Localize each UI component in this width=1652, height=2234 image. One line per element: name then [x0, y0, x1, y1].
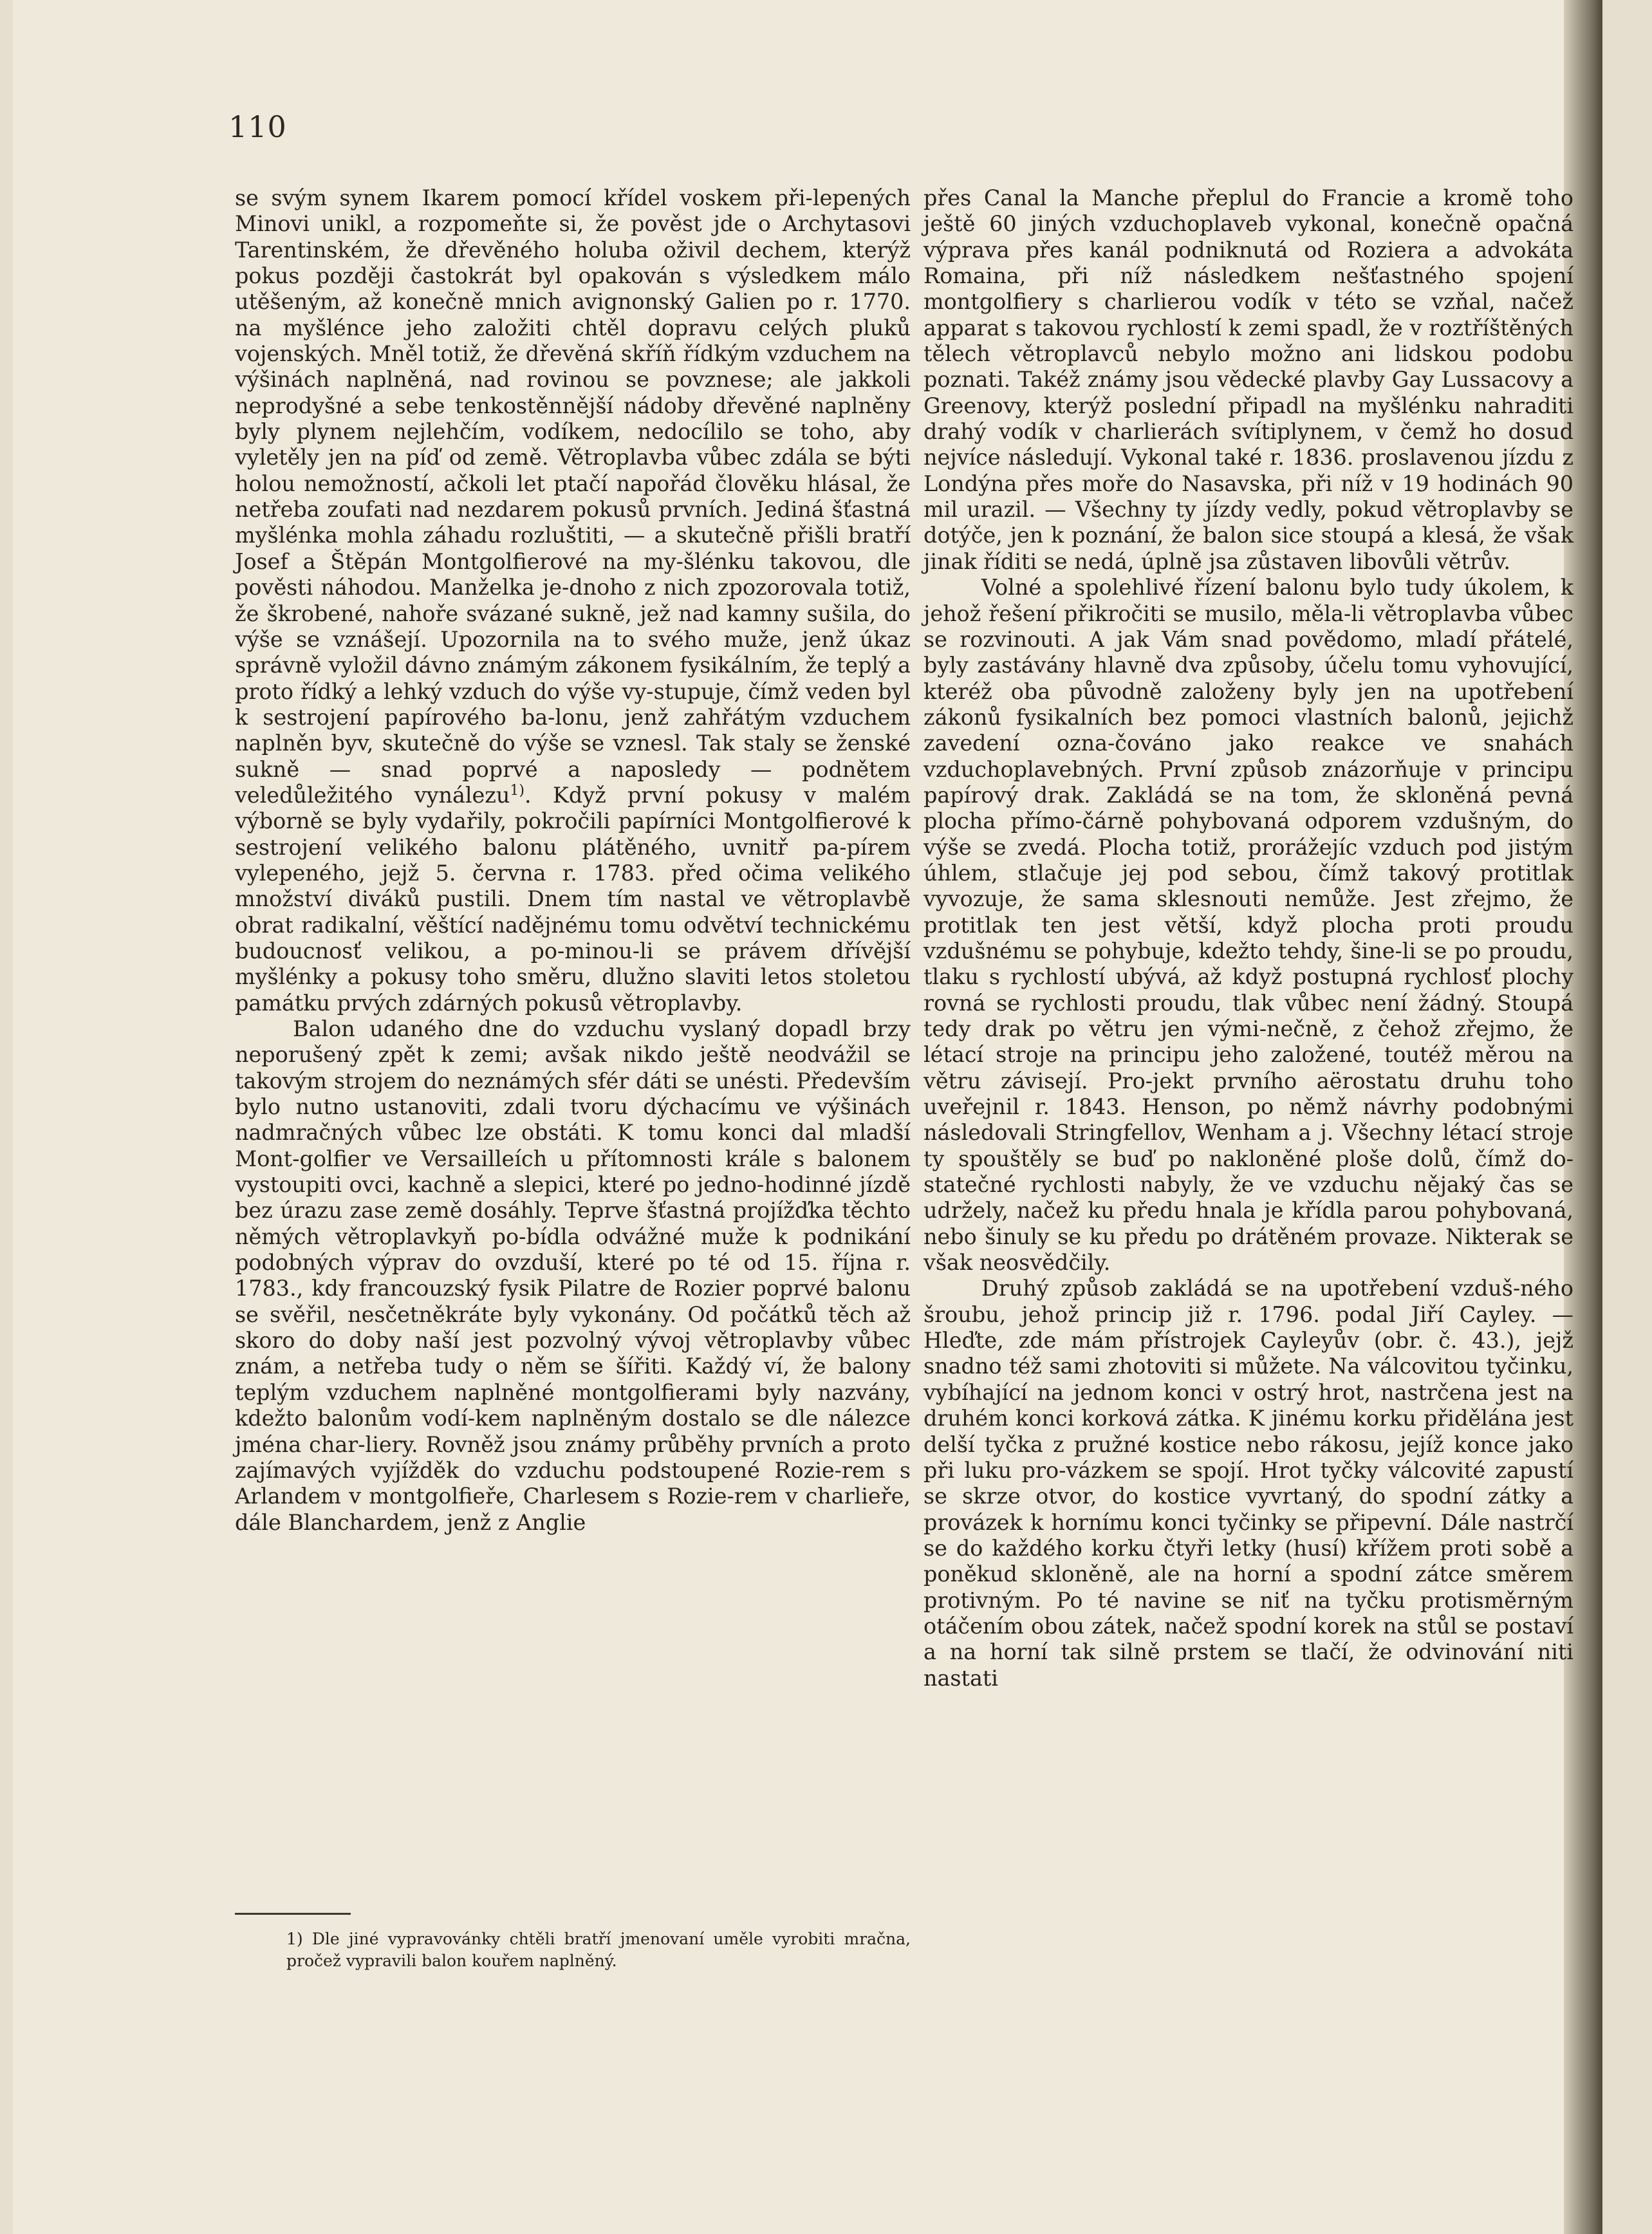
paragraph-text: se svým synem Ikarem pomocí křídel voskem při-lepených Minovi unikl, a rozpomeňte si, že pověst jde o Archytasovi Tarentinském, že dřevěného holuba oživil dechem, kterýž pokus později častokrát byl opakován s výsledkem málo utěšeným, až konečně mnich avignonský Galien po r. 1770. na myšlénce jeho založiti chtěl dopravu celých pluků vojenských. Mněl totiž, že dřevěná skříň řídkým vzduchem na výšinách naplněná, nad rovinou se povznese; ale jakkoli neprodyšné a sebe tenkostěnnější nádoby dřevěné naplněny byly plynem nejlehčím, vodíkem, nedocílilo se toho, aby vyletěly jen na píď od země. Větroplavba vůbec zdála se býti holou nemožností, ačkoli let ptačí napořád člověku hlásal, že netřeba zoufati nad nezdarem pokusů prvních. Jediná šťastná myšlénka mohla záhadu rozluštiti, — a skutečně přišli bratří Josef a Štěpán Montgolfierové na my-šlénku takovou, dle pověsti náhodou. Manželka je-dnoho z nich zpozorovala totiž, že škrobené, nahoře svázané sukně, jež nad kamny sušila, do výše se vznášejí. Upozornila na to svého muže, jenž úkaz správně vyložil dávno známým zákonem fysikálním, že teplý a proto řídký a lehký vzduch do výše vy-stupuje, čímž veden byl k sestrojení papírového ba-lonu, jenž zahřátým vzduchem naplněn byv, skutečně do výše se vznesl. Tak staly se ženské sukně — snad poprvé a naposledy — podnětem veledůležitého vynálezu [235, 185, 911, 808]
left-text-column [235, 185, 911, 1536]
paragraph: se svým synem Ikarem pomocí křídel voskem při-lepených Minovi unikl, a rozpomeňte si, že pověst jde o Archytasovi Tarentinském, že dřevěného holuba oživil dechem, kterýž pokus později častokrát byl opakován s výsledkem málo utěšeným, až konečně mnich avignonský Galien po r. 1770. na myšlénce jeho založiti chtěl dopravu celých pluků vojenských. Mněl totiž, že dřevěná skříň řídkým vzduchem na výšinách naplněná, nad rovinou se povznese; ale jakkoli neprodyšné a sebe tenkostěnnější nádoby dřevěné naplněny byly plynem nejlehčím, vodíkem, nedocílilo se toho, aby vyletěly jen na píď od země. Větroplavba vůbec zdála se býti holou nemožností, ačkoli let ptačí napořád člověku hlásal, že netřeba zoufati nad nezdarem pokusů prvních. Jediná šťastná myšlénka mohla záhadu rozluštiti, — a skutečně přišli bratří Josef a Štěpán Montgolfierové na my-šlénku takovou, dle pověsti náhodou. Manželka je-dnoho z nich zpozorovala totiž, že škrobené, nahoře svázané sukně, jež nad kamny sušila, do výše se vznášejí. Upozornila na to svého muže, jenž úkaz správně vyložil dávno známým zákonem fysikálním, že teplý a proto řídký a lehký vzduch do výše vy-stupuje, čímž veden byl k sestrojení papírového ba-lonu, jenž zahřátým vzduchem naplněn byv, skutečně do výše se vznesl. Tak staly se ženské sukně — snad poprvé a naposledy — podnětem veledůležitého vynálezu$^{1)}$. Když první pokusy v malém výborně se byly vydařily, pokročili papírníci Montgolfierové k sestrojení velikého balonu plátěného, uvnitř pa-pírem vylepeného, jejž 5. června r. 1783. před očima velikého množství diváků pustili. Dnem tím nastal ve větroplavbě obrat radikalní, věštící nadějnému tomu odvětví technickému budoucnosť velikou, a po-minou-li se právem dřívější myšlénky a pokusy toho směru, dlužno slaviti letos stoletou památku prvých zdárných pokusů větroplavby. [235, 185, 911, 1016]
footnote-text: Dle jiné vypravovánky chtěli bratří jmenovaní uměle vyrobiti mračna, pročež vypravili balon kouřem naplněný. [286, 1930, 911, 1970]
paragraph-text: Když první pokusy v malém výborně se byly vydařily, pokročili papírníci Montgolfierové k sestrojení velikého balonu plátěného, uvnitř pa-pírem vylepeného, jejž 5. června r. 1783. před očima velikého množství diváků pustili. Dnem tím nastal ve větroplavbě obrat radikalní, věštící nadějnému tomu odvětví technickému budoucnosť velikou, a po-minou-li se právem dřívější myšlénky a pokusy toho směru, dlužno slaviti letos stoletou památku prvých zdárných pokusů větroplavby. [235, 782, 911, 1016]
paragraph: Balon udaného dne do vzduchu vyslaný dopadl brzy neporušený zpět k zemi; avšak nikdo ještě neodvážil se takovým strojem do neznámých sfér dáti se unésti. Především bylo nutno ustanoviti, zdali tvoru dýchacímu ve výšinách nadmračných vůbec lze obstáti. K tomu konci dal mladší Mont-golfier ve Versailleích u přítomnosti krále s balonem vystoupiti ovci, kachně a slepici, které po jedno-hodinné jízdě bez úrazu zase země dosáhly. Teprve šťastná projížďka těchto němých větroplavkyň po-bídla odvážné muže k podnikání podobných výprav do ovzduší, které po té od 15. října r. 1783., kdy francouzský fysik Pilatre de Rozier poprvé balonu se svěřil, nesčetněkráte byly vykonány. Od počátků těch až skoro do doby naší jest pozvolný vývoj větroplavby vůbec znám, a netřeba tudy o něm se šířiti. Každý ví, že balony teplým vzduchem naplněné montgolfierami byly nazvány, kdežto balonům vodí-kem naplněným dostalo se dle nálezce jména char-liery. Rovněž jsou známy průběhy prvních a proto zajímavých vyjížděk do vzduchu podstoupené Rozie-rem s Arlandem v montgolfieře, Charlesem s Rozie-rem v charlieře, dále Blanchardem, jenž z Anglie [235, 1016, 911, 1535]
paragraph: přes Canal la Manche přeplul do Francie a kromě toho ještě 60 jiných vzduchoplaveb vykonal, konečně opačná výprava přes kanál podniknutá od Roziera a advokáta Romaina, při níž následkem nešťastného spojení montgolfiery s charlierou vodík v této se vzňal, načež apparat s takovou rychlostí k zemi spadl, že v roztříštěných tělech větroplavců nebylo možno ani lidskou podobu poznati. Takéž známy jsou vědecké plavby Gay Lussacovy a Greenovy, kterýž poslední připadl na myšlénku nahraditi drahý vodík v charlierách svítiplynem, v čemž ho dosud nejvíce následují. Vykonal také r. 1836. proslavenou jízdu z Londýna přes moře do Nasavska, při níž v 19 hodinách 90 mil urazil. — Všechny ty jízdy vedly, pokud větroplavby se dotýče, jen k poznání, že balon sice stoupá a klesá, že však jinak říditi se nedá, úplně jsa zůstaven libovůli větrův. [923, 185, 1573, 574]
footnote-divider [235, 1913, 351, 1915]
paragraph: Volné a spolehlivé řízení balonu bylo tudy úkolem, k jehož řešení přikročiti se musilo, měla-li větroplavba vůbec se rozvinouti. A jak Vám snad povědomo, mladí přátelé, byly zastávány hlavně dva způsoby, účelu tomu vyhovující, kteréž oba původně založeny byly jen na upotřebení zákonů fysikalních bez pomoci vlastních balonů, jejichž zavedení ozna-čováno jako reakce ve snahách vzduchoplavebných. První způsob znázorňuje v principu papírový drak. Zakládá se na tom, že skloněná pevná plocha přímo-čárně pohybovaná odporem vzdušným, do výše se zvedá. Plocha totiž, prorážejíc vzduch pod jistým úhlem, stlačuje jej pod sebou, čímž takový protitlak vyvozuje, že sama sklesnouti nemůže. Jest zřejmo, že protitlak ten jest větší, když plocha proti proudu vzdušnému se pohybuje, kdežto tehdy, šine-li se po proudu, tlaku s rychlostí ubývá, až když postupná rychlosť plochy rovná se rychlosti proudu, tlak vůbec není žádný. Stoupá tedy drak po větru jen vými-nečně, z čehož zřejmo, že létací stroje na principu jeho založené, toutéž měrou na větru závisejí. Pro-jekt prvního aërostatu druhu toho uveřejnil r. 1843. Henson, po němž návrhy podobnými následovali Stringfellov, Wenham a j. Všechny létací stroje ty spouštěly se buď po nakloněné ploše dolů, čímž do-statečné rychlosti nabyly, že ve vzduchu nějaký čas se udržely, načež ku předu hnala je křídla parou pohybovaná, nebo šinuly se ku předu po drátěném provaze. Nikterak se však neosvědčily. [923, 575, 1573, 1276]
footnote-marker: 1) [286, 1930, 303, 1948]
page-number: 110 [228, 109, 287, 144]
right-text-column [923, 185, 1573, 1691]
footnote-reference: 1) [510, 782, 525, 799]
paragraph: Druhý způsob zakládá se na upotřebení vzduš-ného šroubu, jehož princip již r. 1796. podal Jiří Cayley. — Hleďte, zde mám přístrojek Cayleyův (obr. č. 43.), jejž snadno též sami zhotoviti si můžete. Na válcovitou tyčinku, vybíhající na jednom konci v ostrý hrot, nastrčena jest na druhém konci korková zátka. K jinému korku přidělána jest delší tyčka z pružné kostice nebo rákosu, jejíž konce jako při luku pro-vázkem se spojí. Hrot tyčky válcovité zapustí se skrze otvor, do kostice vyvrtaný, do spodní zátky a provázek k hornímu konci tyčinky se připevní. Dále nastrčí se do každého korku čtyři letky (husí) křížem proti sobě a poněkud skloněně, ale na horní a spodní zátce směrem protivným. Po té navine se niť na tyčku protisměrným otáčením obou zátek, načež spodní korek na stůl se postaví a na horní tak silně prstem se tlačí, že odvinování niti nastati [923, 1276, 1573, 1691]
footnote [286, 1928, 911, 1972]
